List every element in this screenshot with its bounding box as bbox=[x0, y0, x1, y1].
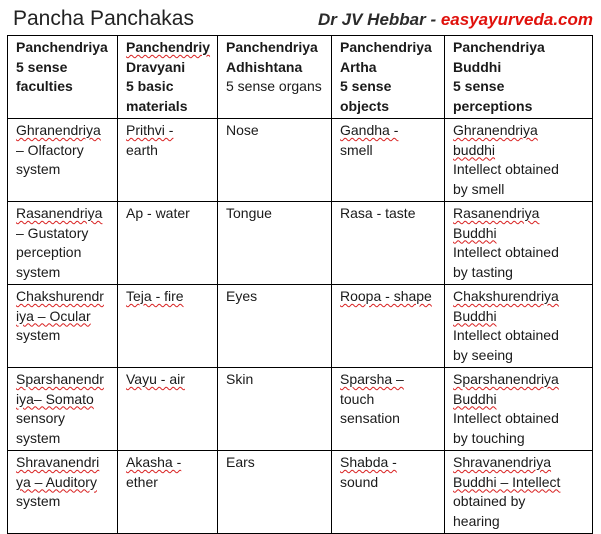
header-adhishtana: Panchendriya Adhishtana 5 sense organs bbox=[218, 36, 332, 119]
cell-artha: Roopa - shape bbox=[332, 285, 445, 368]
header-indriya: Panchendriya 5 sense faculties bbox=[8, 36, 118, 119]
cell-dravya: Akasha - ether bbox=[118, 451, 218, 534]
cell-indriya: Chakshurendr iya – Ocular system bbox=[8, 285, 118, 368]
cell-indriya: Sparshanendr iya– Somato sensory system bbox=[8, 368, 118, 451]
cell-indriya: Rasanendriya – Gustatory perception system bbox=[8, 202, 118, 285]
pancha-panchakas-table bbox=[7, 35, 593, 534]
cell-buddhi: Rasanendriya Buddhi Intellect obtained by tasting bbox=[445, 202, 593, 285]
cell-dravya: Vayu - air bbox=[118, 368, 218, 451]
cell-buddhi: Ghranendriya buddhi Intellect obtained by smell bbox=[445, 119, 593, 202]
table-row bbox=[8, 202, 593, 285]
cell-organ: Skin bbox=[218, 368, 332, 451]
table-row bbox=[8, 368, 593, 451]
table-row bbox=[8, 119, 593, 202]
cell-indriya: Shravanendri ya – Auditory system bbox=[8, 451, 118, 534]
cell-organ: Nose bbox=[218, 119, 332, 202]
cell-dravya: Prithvi - earth bbox=[118, 119, 218, 202]
cell-buddhi: Sparshanendriya Buddhi Intellect obtained by touching bbox=[445, 368, 593, 451]
table-row bbox=[8, 451, 593, 534]
site-name: easyayurveda.com bbox=[440, 10, 593, 29]
cell-artha: Sparsha – touch sensation bbox=[332, 368, 445, 451]
cell-organ: Eyes bbox=[218, 285, 332, 368]
header-buddhi: Panchendriya Buddhi 5 sense perceptions bbox=[445, 36, 593, 119]
cell-artha: Rasa - taste bbox=[332, 202, 445, 285]
header-dravya: Panchendriy Dravyani 5 basic materials bbox=[118, 36, 218, 119]
header-row bbox=[8, 36, 593, 119]
cell-organ: Ears bbox=[218, 451, 332, 534]
cell-buddhi: Chakshurendriya Buddhi Intellect obtained by seeing bbox=[445, 285, 593, 368]
cell-dravya: Ap - water bbox=[118, 202, 218, 285]
cell-buddhi: Shravanendriya Buddhi – Intellect obtained by hearing bbox=[445, 451, 593, 534]
cell-artha: Gandha - smell bbox=[332, 119, 445, 202]
author-name: Dr JV Hebbar bbox=[318, 10, 426, 29]
page-title: Pancha Panchakas bbox=[13, 7, 194, 30]
cell-indriya: Ghranendriya – Olfactory system bbox=[8, 119, 118, 202]
cell-artha: Shabda - sound bbox=[332, 451, 445, 534]
credit-separator: - bbox=[425, 10, 441, 29]
cell-dravya: Teja - fire bbox=[118, 285, 218, 368]
header-artha: Panchendriya Artha 5 sense objects bbox=[332, 36, 445, 119]
table-row bbox=[8, 285, 593, 368]
cell-organ: Tongue bbox=[218, 202, 332, 285]
author-credit bbox=[318, 10, 593, 30]
